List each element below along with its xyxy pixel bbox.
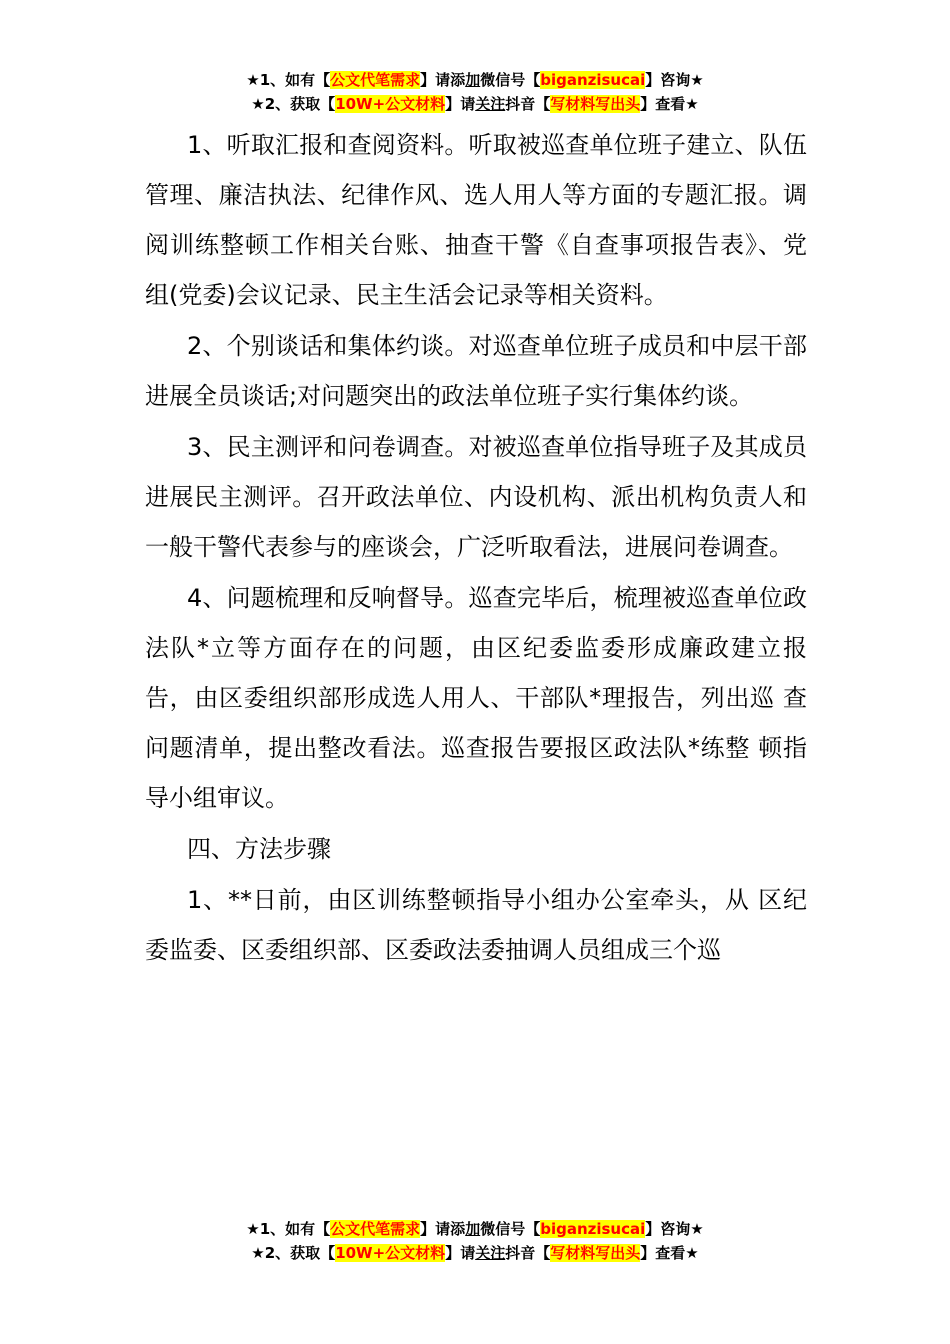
paragraph-3: 3、民主测评和问卷调查。对被巡查单位指导班子及其成员 进展民主测评。召开政法单位、内设机构、派出机构负责人和 一般干警代表参与的座谈会，广泛听取看法，进展问卷调查。	[145, 433, 807, 561]
banner-text: 抖音【	[505, 95, 551, 113]
banner-highlight: biganzisucai	[540, 71, 646, 89]
banner-highlight: biganzisucai	[540, 1220, 646, 1238]
banner-text: 抖音【	[505, 1244, 551, 1262]
banner-text: ★1、如有【	[246, 71, 331, 89]
banner-text: 微信号【	[480, 71, 541, 89]
banner-text: ★2、获取【	[251, 1244, 336, 1262]
banner-underline: 关注	[475, 1244, 506, 1262]
banner-line-2	[0, 1241, 950, 1265]
banner-text: 】请添	[420, 1220, 466, 1238]
banner-text: 】请添	[420, 71, 466, 89]
document-body	[145, 120, 807, 976]
banner-underline: 关注	[475, 95, 506, 113]
banner-highlight: 写材料写出头	[550, 1244, 641, 1262]
banner-highlight: 10W+公文材料	[335, 95, 446, 113]
banner-text: 】咨询★	[645, 71, 704, 89]
banner-text: ★1、如有【	[246, 1220, 331, 1238]
section-heading: 四、方法步骤	[187, 835, 331, 863]
header-banner	[0, 68, 950, 116]
banner-line-2	[0, 92, 950, 116]
banner-highlight: 公文代笔需求	[330, 71, 421, 89]
banner-underline: 加	[465, 1220, 481, 1238]
banner-highlight: 写材料写出头	[550, 95, 641, 113]
banner-line-1	[0, 68, 950, 92]
banner-text: 】请	[445, 1244, 476, 1262]
banner-highlight: 10W+公文材料	[335, 1244, 446, 1262]
banner-text: 微信号【	[480, 1220, 541, 1238]
paragraph-4: 4、问题梳理和反响督导。巡查完毕后，梳理被巡查单位政 法队*立等方面存在的问题，由区纪委监委形成廉政建立报 告，由区委组织部形成选人用人、干部队*理报告，列出巡 查问题清单，提出整改看法。巡查报告要报区政法队*练整 顿指导小组审议。	[145, 584, 807, 812]
banner-text: ★2、获取【	[251, 95, 336, 113]
paragraph-1: 1、听取汇报和查阅资料。听取被巡查单位班子建立、队伍 管理、廉洁执法、纪律作风、选人用人等方面的专题汇报。调 阅训练整顿工作相关台账、抽查干警《自查事项报告表》、党 组(党委)会议记录、民主生活会记录等相关资料。	[145, 131, 807, 309]
banner-text: 】咨询★	[645, 1220, 704, 1238]
banner-highlight: 公文代笔需求	[330, 1220, 421, 1238]
banner-text: 】查看★	[640, 1244, 699, 1262]
banner-underline: 加	[465, 71, 481, 89]
banner-text: 】查看★	[640, 95, 699, 113]
banner-text: 】请	[445, 95, 476, 113]
banner-line-1	[0, 1217, 950, 1241]
paragraph-2: 2、个别谈话和集体约谈。对巡查单位班子成员和中层干部 进展全员谈话;对问题突出的政法单位班子实行集体约谈。	[145, 332, 807, 410]
paragraph-5: 1、**日前，由区训练整顿指导小组办公室牵头，从 区纪委监委、区委组织部、区委政法委抽调人员组成三个巡	[145, 886, 807, 964]
footer-banner	[0, 1217, 950, 1265]
